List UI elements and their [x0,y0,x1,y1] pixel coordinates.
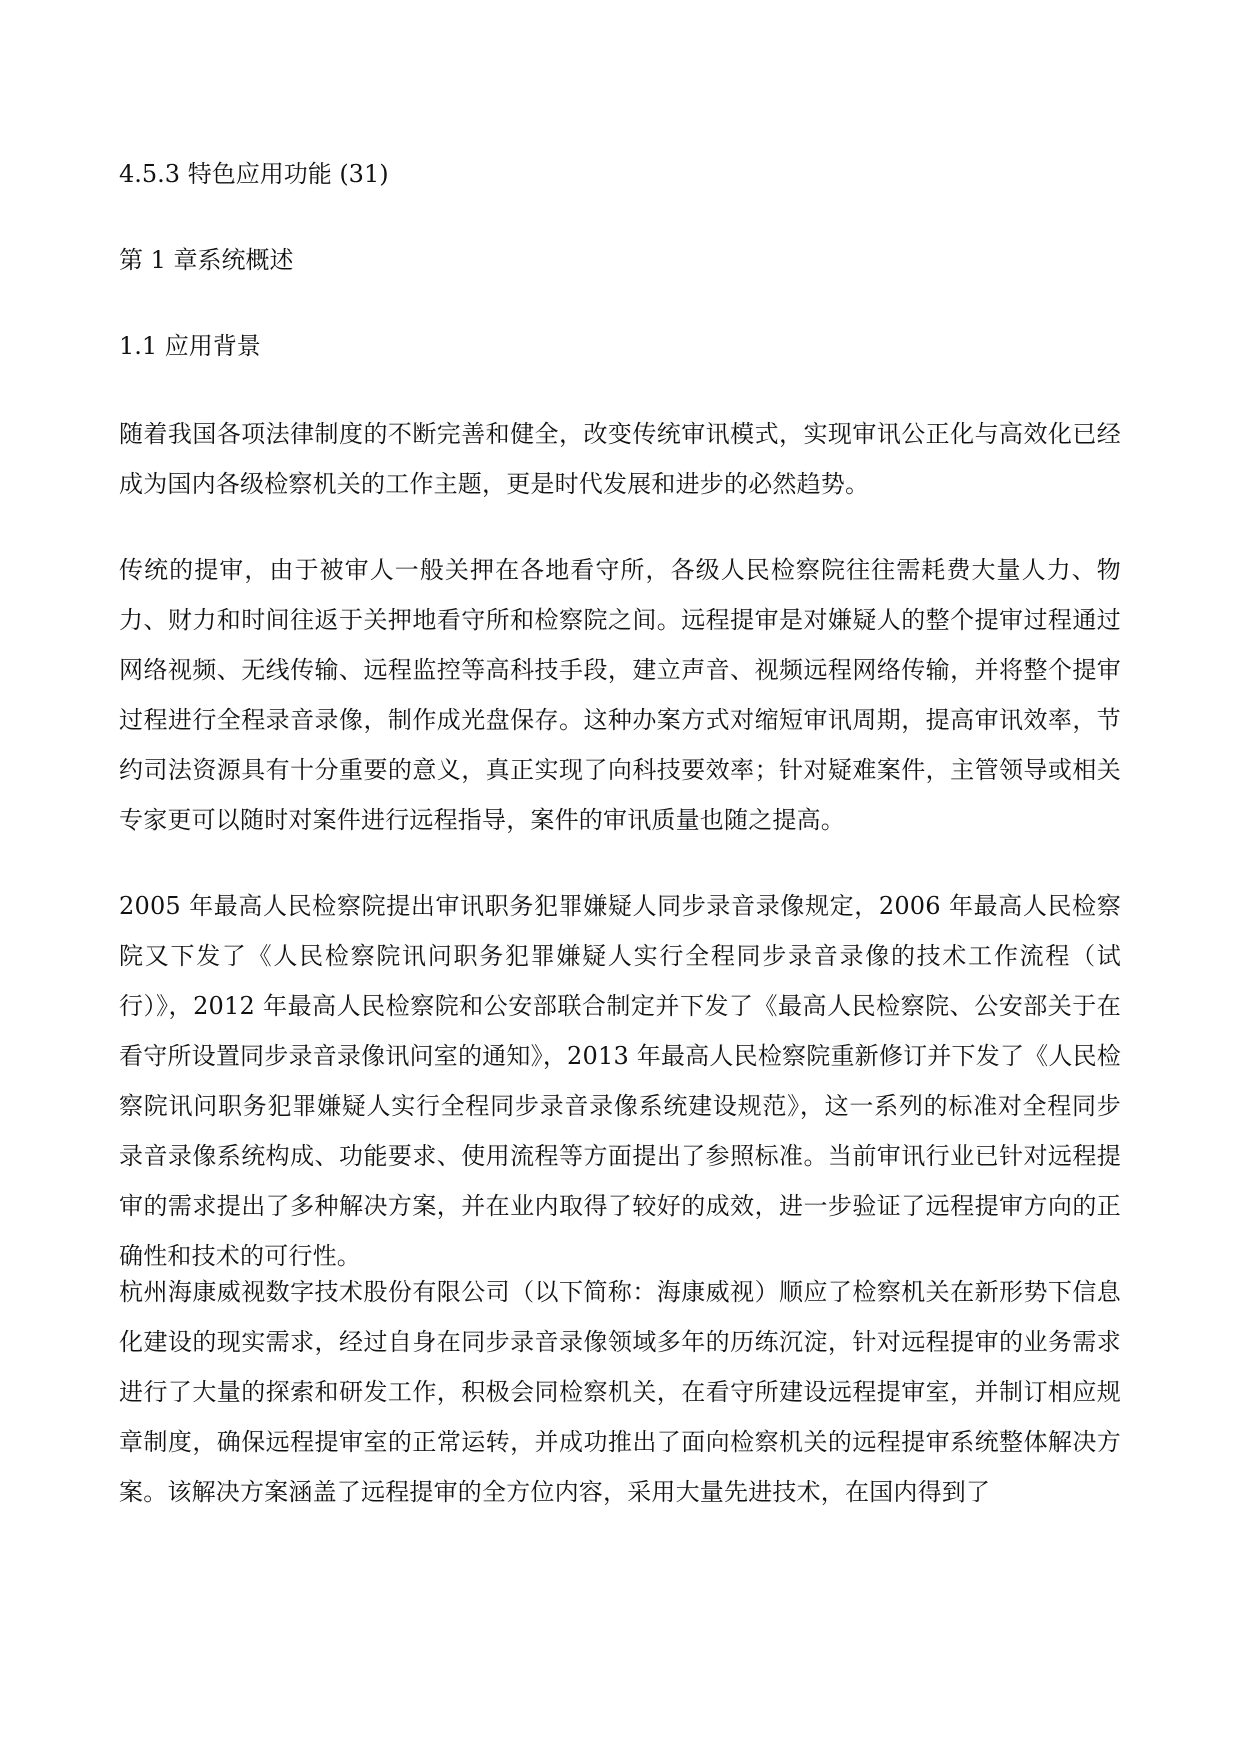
section-heading: 1.1 应用背景 [119,332,261,360]
chapter-heading: 第 1 章系统概述 [119,246,294,274]
paragraph-2: 传统的提审，由于被审人一般关押在各地看守所，各级人民检察院往往需耗费大量人力、物力、财力和时间往返于关押地看守所和检察院之间。远程提审是对嫌疑人的整个提审过程通过网络视频、无线传输、远程监控等高科技手段，建立声音、视频远程网络传输，并将整个提审过程进行全程录音录像，制作成光盘保存。这种办案方式对缩短审讯周期，提高审讯效率，节约司法资源具有十分重要的意义，真正实现了向科技要效率；针对疑难案件，主管领导或相关专家更可以随时对案件进行远程指导，案件的审讯质量也随之提高。 [119,556,1121,834]
paragraph-1: 随着我国各项法律制度的不断完善和健全，改变传统审讯模式，实现审讯公正化与高效化已经成为国内各级检察机关的工作主题，更是时代发展和进步的必然趋势。 [119,420,1121,498]
paragraph-4: 杭州海康威视数字技术股份有限公司（以下简称：海康威视）顺应了检察机关在新形势下信息化建设的现实需求，经过自身在同步录音录像领域多年的历练沉淀，针对远程提审的业务需求进行了大量的探索和研发工作，积极会同检察机关，在看守所建设远程提审室，并制订相应规章制度，确保远程提审室的正常运转，并成功推出了面向检察机关的远程提审系统整体解决方案。该解决方案涵盖了远程提审的全方位内容，采用大量先进技术，在国内得到了 [119,1278,1121,1506]
paragraph-3: 2005 年最高人民检察院提出审讯职务犯罪嫌疑人同步录音录像规定，2006 年最高人民检察院又下发了《人民检察院讯问职务犯罪嫌疑人实行全程同步录音录像的技术工作流程（试行）》，2012 年最高人民检察院和公安部联合制定并下发了《最高人民检察院、公安部关于在看守所设置同步录音录像讯问室的通知》，2013 年最高人民检察院重新修订并下发了《人民检察院讯问职务犯罪嫌疑人实行全程同步录音录像系统建设规范》，这一系列的标准对全程同步录音录像系统构成、功能要求、使用流程等方面提出了参照标准。当前审讯行业已针对远程提审的需求提出了多种解决方案，并在业内取得了较好的成效，进一步验证了远程提审方向的正确性和技术的可行性。 [119,892,1121,1270]
toc-entry: 4.5.3 特色应用功能 (31) [119,160,389,188]
